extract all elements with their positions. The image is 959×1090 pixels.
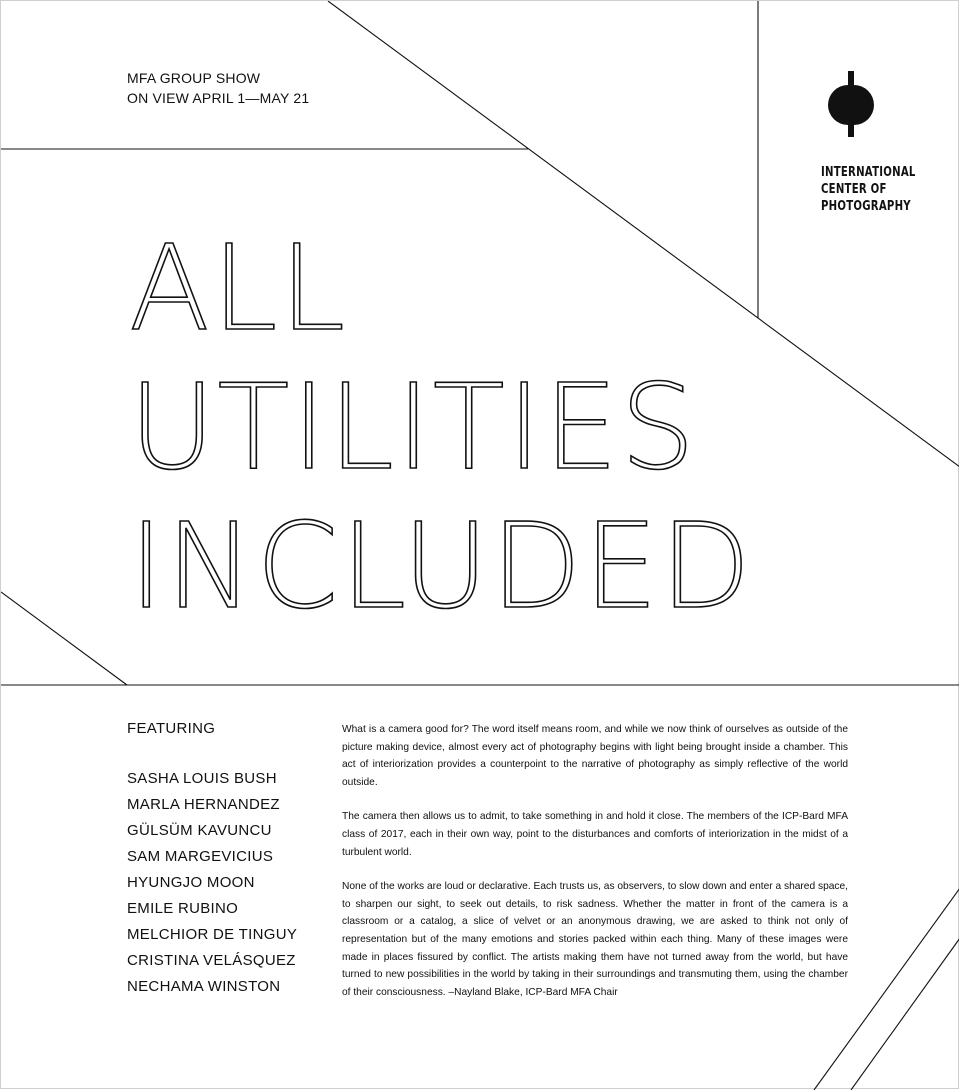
artist-name: NECHAMA WINSTON [127, 978, 281, 995]
logo-wordmark [821, 164, 916, 215]
essay-paragraph: None of the works are loud or declarative. Each trusts us, as observers, to slow down and enter a shared space, to sharpen our sight, to seek out details, to risk sadness. Whether the matter in front of the camera is a classroom or a catalog, a slice of velvet or an anonymous drawing, we are asked to think not only of representation but of the many emotions and stories packed within each thing. Many of these images were made in places fissured by conflict. The artists making them have not turned away from the world, but have turned to new possibilities in the world by taking in their surroundings and transmuting them, using the chamber of their consciousness. –Nayland Blake, ICP-Bard MFA Chair [342, 881, 848, 998]
icp-logo [821, 69, 921, 215]
exhibition-title [129, 219, 753, 636]
essay-paragraph: What is a camera good for? The word itself means room, and while we now think of ourselves as outside of the picture making device, almost every act of photography begins with light being brought inside a chamber. This act of interiorization provides a counterpoint to the narrative of photography as simply reflective of the world outside. [342, 724, 848, 788]
artist-name: MELCHIOR DE TINGUY [127, 926, 298, 943]
show-dates: ON VIEW APRIL 1—MAY 21 [127, 90, 310, 106]
artist-name: CRISTINA VELÁSQUEZ [127, 952, 296, 969]
artist-name: SAM MARGEVICIUS [127, 848, 274, 865]
bottom-right-lower-diagonal [851, 938, 959, 1090]
title-line-2: UTILITIES [129, 358, 698, 496]
icp-lens-icon [821, 69, 881, 139]
artist-name: SASHA LOUIS BUSH [127, 770, 277, 787]
logo-line-1: INTERNATIONAL [821, 165, 916, 180]
curatorial-essay [342, 721, 848, 1018]
logo-line-3: PHOTOGRAPHY [821, 199, 911, 214]
title-line-1: ALL [129, 219, 348, 357]
artist-name: HYUNGJO MOON [127, 874, 255, 891]
show-type: MFA GROUP SHOW [127, 70, 261, 86]
show-info [127, 68, 309, 108]
title-line-3: INCLUDED [129, 497, 753, 635]
featuring-list [127, 720, 297, 1000]
logo-line-2: CENTER OF [821, 182, 887, 197]
artist-name: GÜLSÜM KAVUNCU [127, 822, 272, 839]
featuring-label: FEATURING [127, 720, 216, 737]
artist-name: MARLA HERNANDEZ [127, 796, 280, 813]
artist-name: EMILE RUBINO [127, 900, 239, 917]
essay-paragraph: The camera then allows us to admit, to take something in and hold it close. The members of the ICP-Bard MFA class of 2017, each in their own way, point to the disturbances and comforts of interiorization in the midst of a turbulent world. [342, 811, 848, 858]
lower-left-diagonal-rule [1, 592, 127, 685]
